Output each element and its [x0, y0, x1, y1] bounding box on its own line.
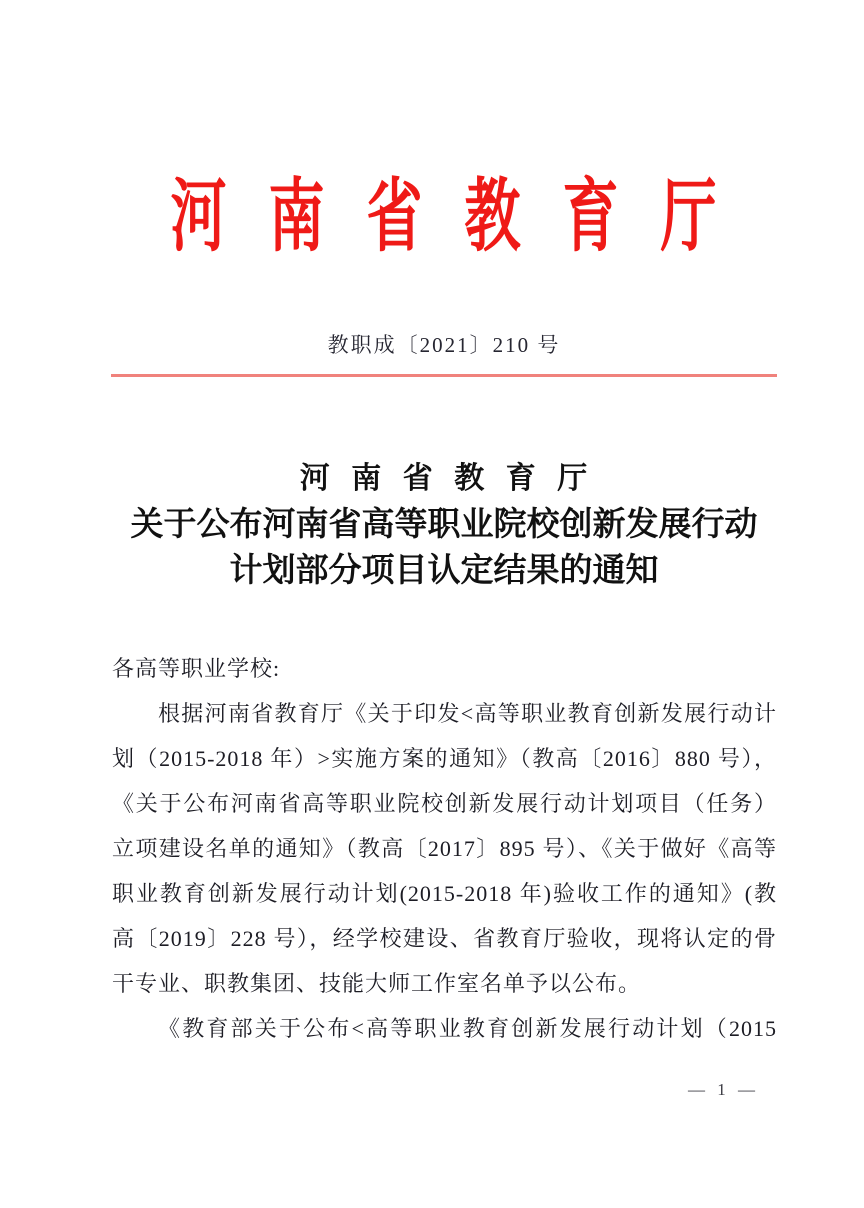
document-body — [112, 646, 777, 1051]
body-line: 《教育部关于公布<高等职业教育创新发展行动计划（2015 — [158, 1016, 777, 1041]
document-title — [99, 456, 789, 594]
body-line: 划（2015-2018 年）>实施方案的通知》（教高〔2016〕880 号）， — [112, 746, 777, 771]
body-line: 立项建设名单的通知》（教高〔2017〕895 号）、《关于做好《高等 — [112, 836, 777, 861]
body-line: 高〔2019〕228 号），经学校建设、省教育厅验收，现将认定的骨 — [112, 926, 777, 951]
document-reference-number: 教职成〔2021〕210 号 — [327, 333, 561, 357]
page-number: — 1 — — [688, 1080, 759, 1099]
letterhead-divider-rule — [111, 374, 777, 377]
body-line: 根据河南省教育厅《关于印发<高等职业教育创新发展行动计 — [158, 701, 777, 726]
salutation: 各高等职业学校: — [112, 656, 281, 681]
body-line: 职业教育创新发展行动计划(2015-2018 年)验收工作的通知》(教 — [112, 881, 777, 906]
letterhead-agency-name: 河 南 省 教 育 厅 — [170, 173, 718, 262]
title-line-subject-2: 计划部分项目认定结果的通知 — [229, 553, 659, 589]
title-line-agency: 河 南 省 教 育 厅 — [299, 462, 589, 495]
body-line: 干专业、职教集团、技能大师工作室名单予以公布。 — [112, 971, 642, 996]
title-line-subject-1: 关于公布河南省高等职业院校创新发展行动 — [130, 507, 758, 543]
body-line: 《关于公布河南省高等职业院校创新发展行动计划项目（任务） — [112, 791, 777, 816]
